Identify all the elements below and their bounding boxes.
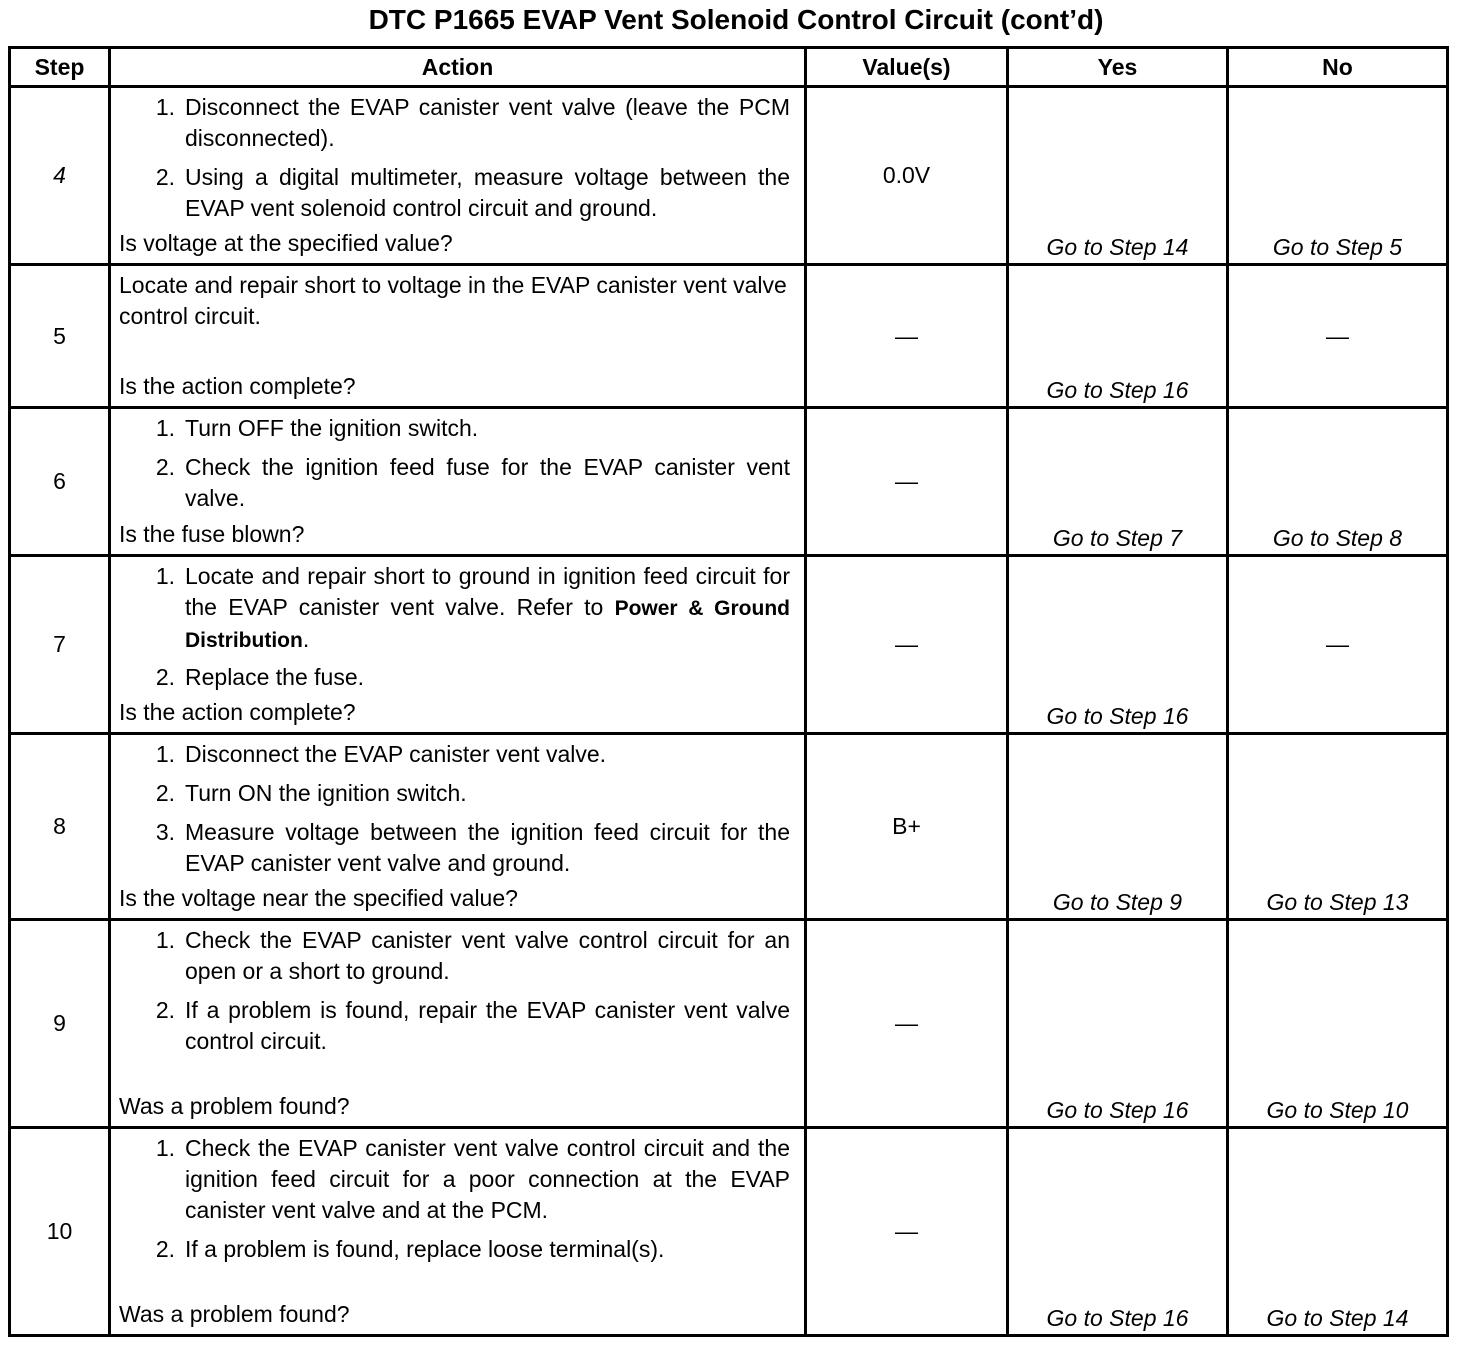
step-number: 8: [10, 734, 110, 920]
list-item: 1. Locate and repair short to ground in ignition feed circuit for the EVAP canister vent valve. Refer to Power & Ground Distribution.: [119, 561, 790, 656]
no-link[interactable]: Go to Step 8: [1228, 408, 1448, 556]
table-row: [10, 265, 1448, 408]
step-number: 9: [10, 920, 110, 1128]
table-row: [10, 920, 1448, 1128]
no-link[interactable]: Go to Step 14: [1228, 1128, 1448, 1336]
question: Is the action complete?: [119, 373, 356, 399]
yes-link[interactable]: Go to Step 9: [1008, 734, 1228, 920]
action-cell: [110, 87, 806, 265]
item-text: Turn ON the ignition switch.: [185, 780, 467, 806]
item-text: Turn OFF the ignition switch.: [185, 415, 479, 441]
item-text: Check the ignition feed fuse for the EVAP canister vent valve.: [185, 454, 790, 511]
item-number: 2.: [155, 1236, 175, 1262]
reference-link[interactable]: Power & Ground Distribution: [185, 597, 790, 652]
list-item: [119, 92, 790, 154]
question: Was a problem found?: [119, 1093, 350, 1119]
header-row: [10, 48, 1448, 87]
step-number: 4: [10, 87, 110, 265]
item-text: Disconnect the EVAP canister vent valve (leave the PCM disconnected).: [185, 94, 790, 151]
no-link[interactable]: Go to Step 13: [1228, 734, 1448, 920]
question: Is the action complete?: [119, 699, 356, 725]
value-cell: B+: [806, 734, 1008, 920]
item-text: If a problem is found, replace loose terminal(s).: [185, 1236, 665, 1262]
item-number: 1.: [155, 563, 175, 589]
step-number: 6: [10, 408, 110, 556]
list-item: [119, 1133, 790, 1226]
list-item: [119, 817, 790, 879]
item-text: Check the EVAP canister vent valve control circuit and the ignition feed circuit for a poor connection at the EVAP canister vent valve and at the PCM.: [185, 1135, 790, 1223]
list-item: [119, 413, 790, 444]
item-number: 2.: [155, 664, 175, 690]
header-action: Action: [110, 48, 806, 87]
action-cell: [110, 920, 806, 1128]
item-number: 2.: [155, 454, 175, 480]
step-number: 5: [10, 265, 110, 408]
table-row: [10, 87, 1448, 265]
list-item: [119, 778, 790, 809]
item-number: 1.: [155, 94, 175, 120]
header-step: Step: [10, 48, 110, 87]
value-cell: —: [806, 408, 1008, 556]
item-number: 2.: [155, 164, 175, 190]
question: Was a problem found?: [119, 1301, 350, 1327]
value-cell: —: [806, 920, 1008, 1128]
list-item: [119, 995, 790, 1057]
header-values: Value(s): [806, 48, 1008, 87]
list-item: [119, 925, 790, 987]
list-item: [119, 662, 790, 693]
item-number: 3.: [155, 819, 175, 845]
value-cell: 0.0V: [806, 87, 1008, 265]
no-link[interactable]: Go to Step 5: [1228, 87, 1448, 265]
action-text: Locate and repair short to voltage in the EVAP canister vent valve control circuit.: [119, 272, 787, 329]
question: Is voltage at the specified value?: [119, 230, 453, 256]
action-cell: [110, 1128, 806, 1336]
action-cell: [110, 556, 806, 734]
yes-link[interactable]: Go to Step 16: [1008, 920, 1228, 1128]
list-item: [119, 162, 790, 224]
header-no: No: [1228, 48, 1448, 87]
item-text: Using a digital multimeter, measure voltage between the EVAP vent solenoid control circuit and ground.: [185, 164, 790, 221]
yes-link[interactable]: Go to Step 16: [1008, 556, 1228, 734]
yes-link[interactable]: Go to Step 16: [1008, 1128, 1228, 1336]
table-row: [10, 734, 1448, 920]
item-text: If a problem is found, repair the EVAP canister vent valve control circuit.: [185, 997, 790, 1054]
no-value: —: [1228, 265, 1448, 408]
question: Is the fuse blown?: [119, 521, 305, 547]
item-number: 1.: [155, 1135, 175, 1161]
table-row: [10, 556, 1448, 734]
value-cell: —: [806, 1128, 1008, 1336]
step-number: 7: [10, 556, 110, 734]
list-item: [119, 452, 790, 514]
question: Is the voltage near the specified value?: [119, 885, 518, 911]
item-text: Replace the fuse.: [185, 664, 365, 690]
yes-link[interactable]: Go to Step 7: [1008, 408, 1228, 556]
yes-link[interactable]: Go to Step 16: [1008, 265, 1228, 408]
item-number: 2.: [155, 780, 175, 806]
table-row: [10, 408, 1448, 556]
no-value: —: [1228, 556, 1448, 734]
action-cell: [110, 408, 806, 556]
item-text: Check the EVAP canister vent valve control circuit for an open or a short to ground.: [185, 927, 790, 984]
list-item: [119, 739, 790, 770]
item-number: 2.: [155, 997, 175, 1023]
yes-link[interactable]: Go to Step 14: [1008, 87, 1228, 265]
action-cell: [110, 734, 806, 920]
item-number: 1.: [155, 415, 175, 441]
item-number: 1.: [155, 741, 175, 767]
page-title: DTC P1665 EVAP Vent Solenoid Control Circuit (cont’d): [368, 4, 1104, 35]
item-text: Disconnect the EVAP canister vent valve.: [185, 741, 607, 767]
value-cell: —: [806, 265, 1008, 408]
header-yes: Yes: [1008, 48, 1228, 87]
list-item: [119, 1234, 790, 1265]
action-cell: [110, 265, 806, 408]
step-number: 10: [10, 1128, 110, 1336]
diagnostic-table: [8, 46, 1449, 1337]
no-link[interactable]: Go to Step 10: [1228, 920, 1448, 1128]
value-cell: —: [806, 556, 1008, 734]
item-number: 1.: [155, 927, 175, 953]
item-text: Locate and repair short to ground in ignition feed circuit for the EVAP canister vent valve. Refer to: [185, 563, 790, 620]
item-text: Measure voltage between the ignition feed circuit for the EVAP canister vent valve and ground.: [185, 819, 790, 876]
table-row: [10, 1128, 1448, 1336]
